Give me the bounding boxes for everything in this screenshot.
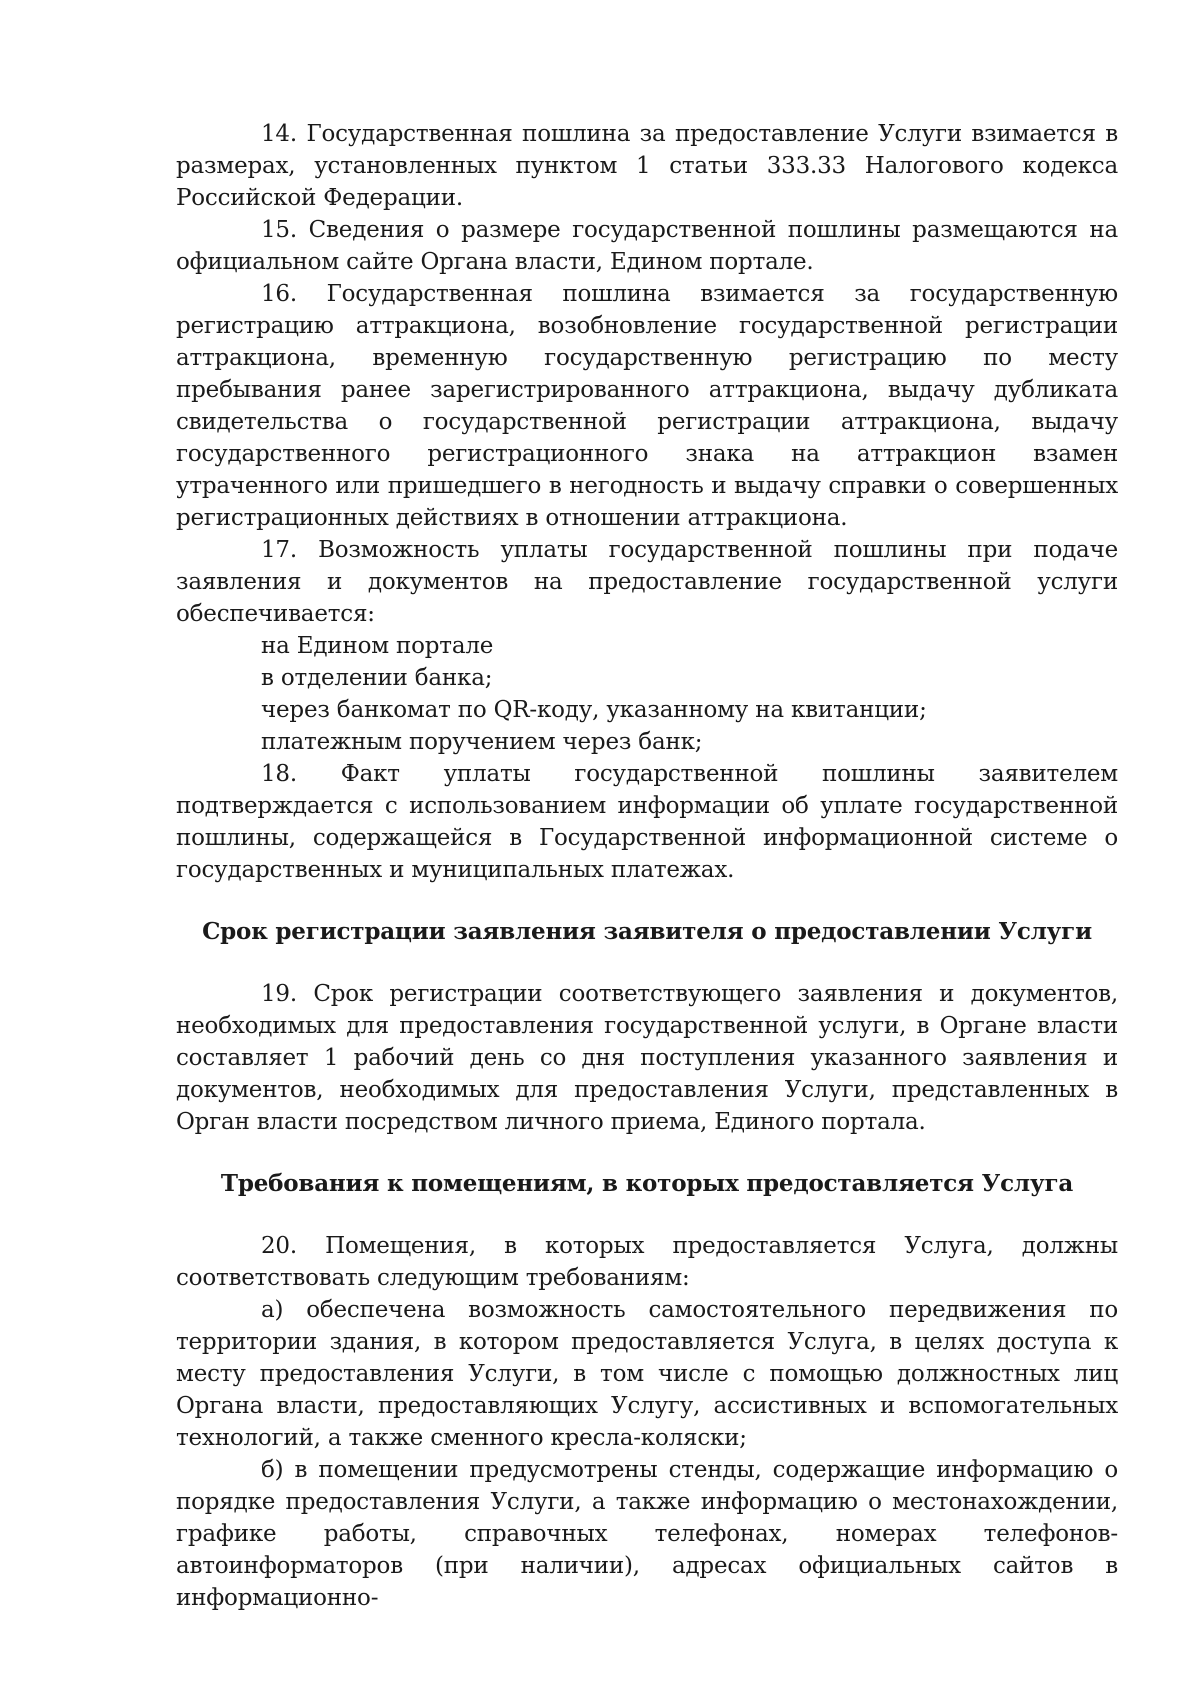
payment-option-atm: через банкомат по QR-коду, указанному на квитанции; xyxy=(261,697,927,723)
section-heading-premises: Требования к помещениям, в которых предоставляется Услуга xyxy=(220,1170,1074,1197)
section-heading-registration: Срок регистрации заявления заявителя о предоставлении Услуги xyxy=(202,918,1092,945)
paragraph-15: 15. Сведения о размере государственной пошлины размещаются на официальном сайте Органа власти, Едином портале. xyxy=(176,217,1118,275)
paragraph-17: 17. Возможность уплаты государственной пошлины при подаче заявления и документов на предоставление государственной услуги обеспечивается: xyxy=(176,537,1118,627)
paragraph-19: 19. Срок регистрации соответствующего заявления и документов, необходимых для предоставления государственной услуги, в Органе власти составляет 1 рабочий день со дня поступления указанного заявления и документов, необходимых для предоставления Услуги, представленных в Орган власти посредством личного приема, Единого портала. xyxy=(176,981,1118,1135)
payment-option-portal: на Едином портале xyxy=(261,633,494,659)
document-page xyxy=(176,118,1118,1614)
paragraph-20: 20. Помещения, в которых предоставляется Услуга, должны соответствовать следующим требованиям: xyxy=(176,1233,1118,1291)
paragraph-16: 16. Государственная пошлина взимается за государственную регистрацию аттракциона, возобновление государственной регистрации аттракциона, временную государственную регистрацию по месту пребывания ранее зарегистрированного аттракциона, выдачу дубликата свидетельства о государственной регистрации аттракциона, выдачу государственного регистрационного знака на аттракцион взамен утраченного или пришедшего в негодность и выдачу справки о совершенных регистрационных действиях в отношении аттракциона. xyxy=(176,281,1118,531)
paragraph-18: 18. Факт уплаты государственной пошлины заявителем подтверждается с использованием информации об уплате государственной пошлины, содержащейся в Государственной информационной системе о государственных и муниципальных платежах. xyxy=(176,761,1118,883)
payment-option-bank: в отделении банка; xyxy=(261,665,493,691)
paragraph-20b: б) в помещении предусмотрены стенды, содержащие информацию о порядке предоставления Услуги, а также информацию о местонахождении, графике работы, справочных телефонах, номерах телефонов-автоинформаторов (при наличии), адресах официальных сайтов в информационно- xyxy=(176,1457,1118,1611)
paragraph-14: 14. Государственная пошлина за предоставление Услуги взимается в размерах, установленных пунктом 1 статьи 333.33 Налогового кодекса Российской Федерации. xyxy=(176,121,1118,211)
payment-option-order: платежным поручением через банк; xyxy=(261,729,703,755)
paragraph-20a: а) обеспечена возможность самостоятельного передвижения по территории здания, в котором предоставляется Услуга, в целях доступа к месту предоставления Услуги, в том числе с помощью должностных лиц Органа власти, предоставляющих Услугу, ассистивных и вспомогательных технологий, а также сменного кресла-коляски; xyxy=(176,1297,1118,1451)
